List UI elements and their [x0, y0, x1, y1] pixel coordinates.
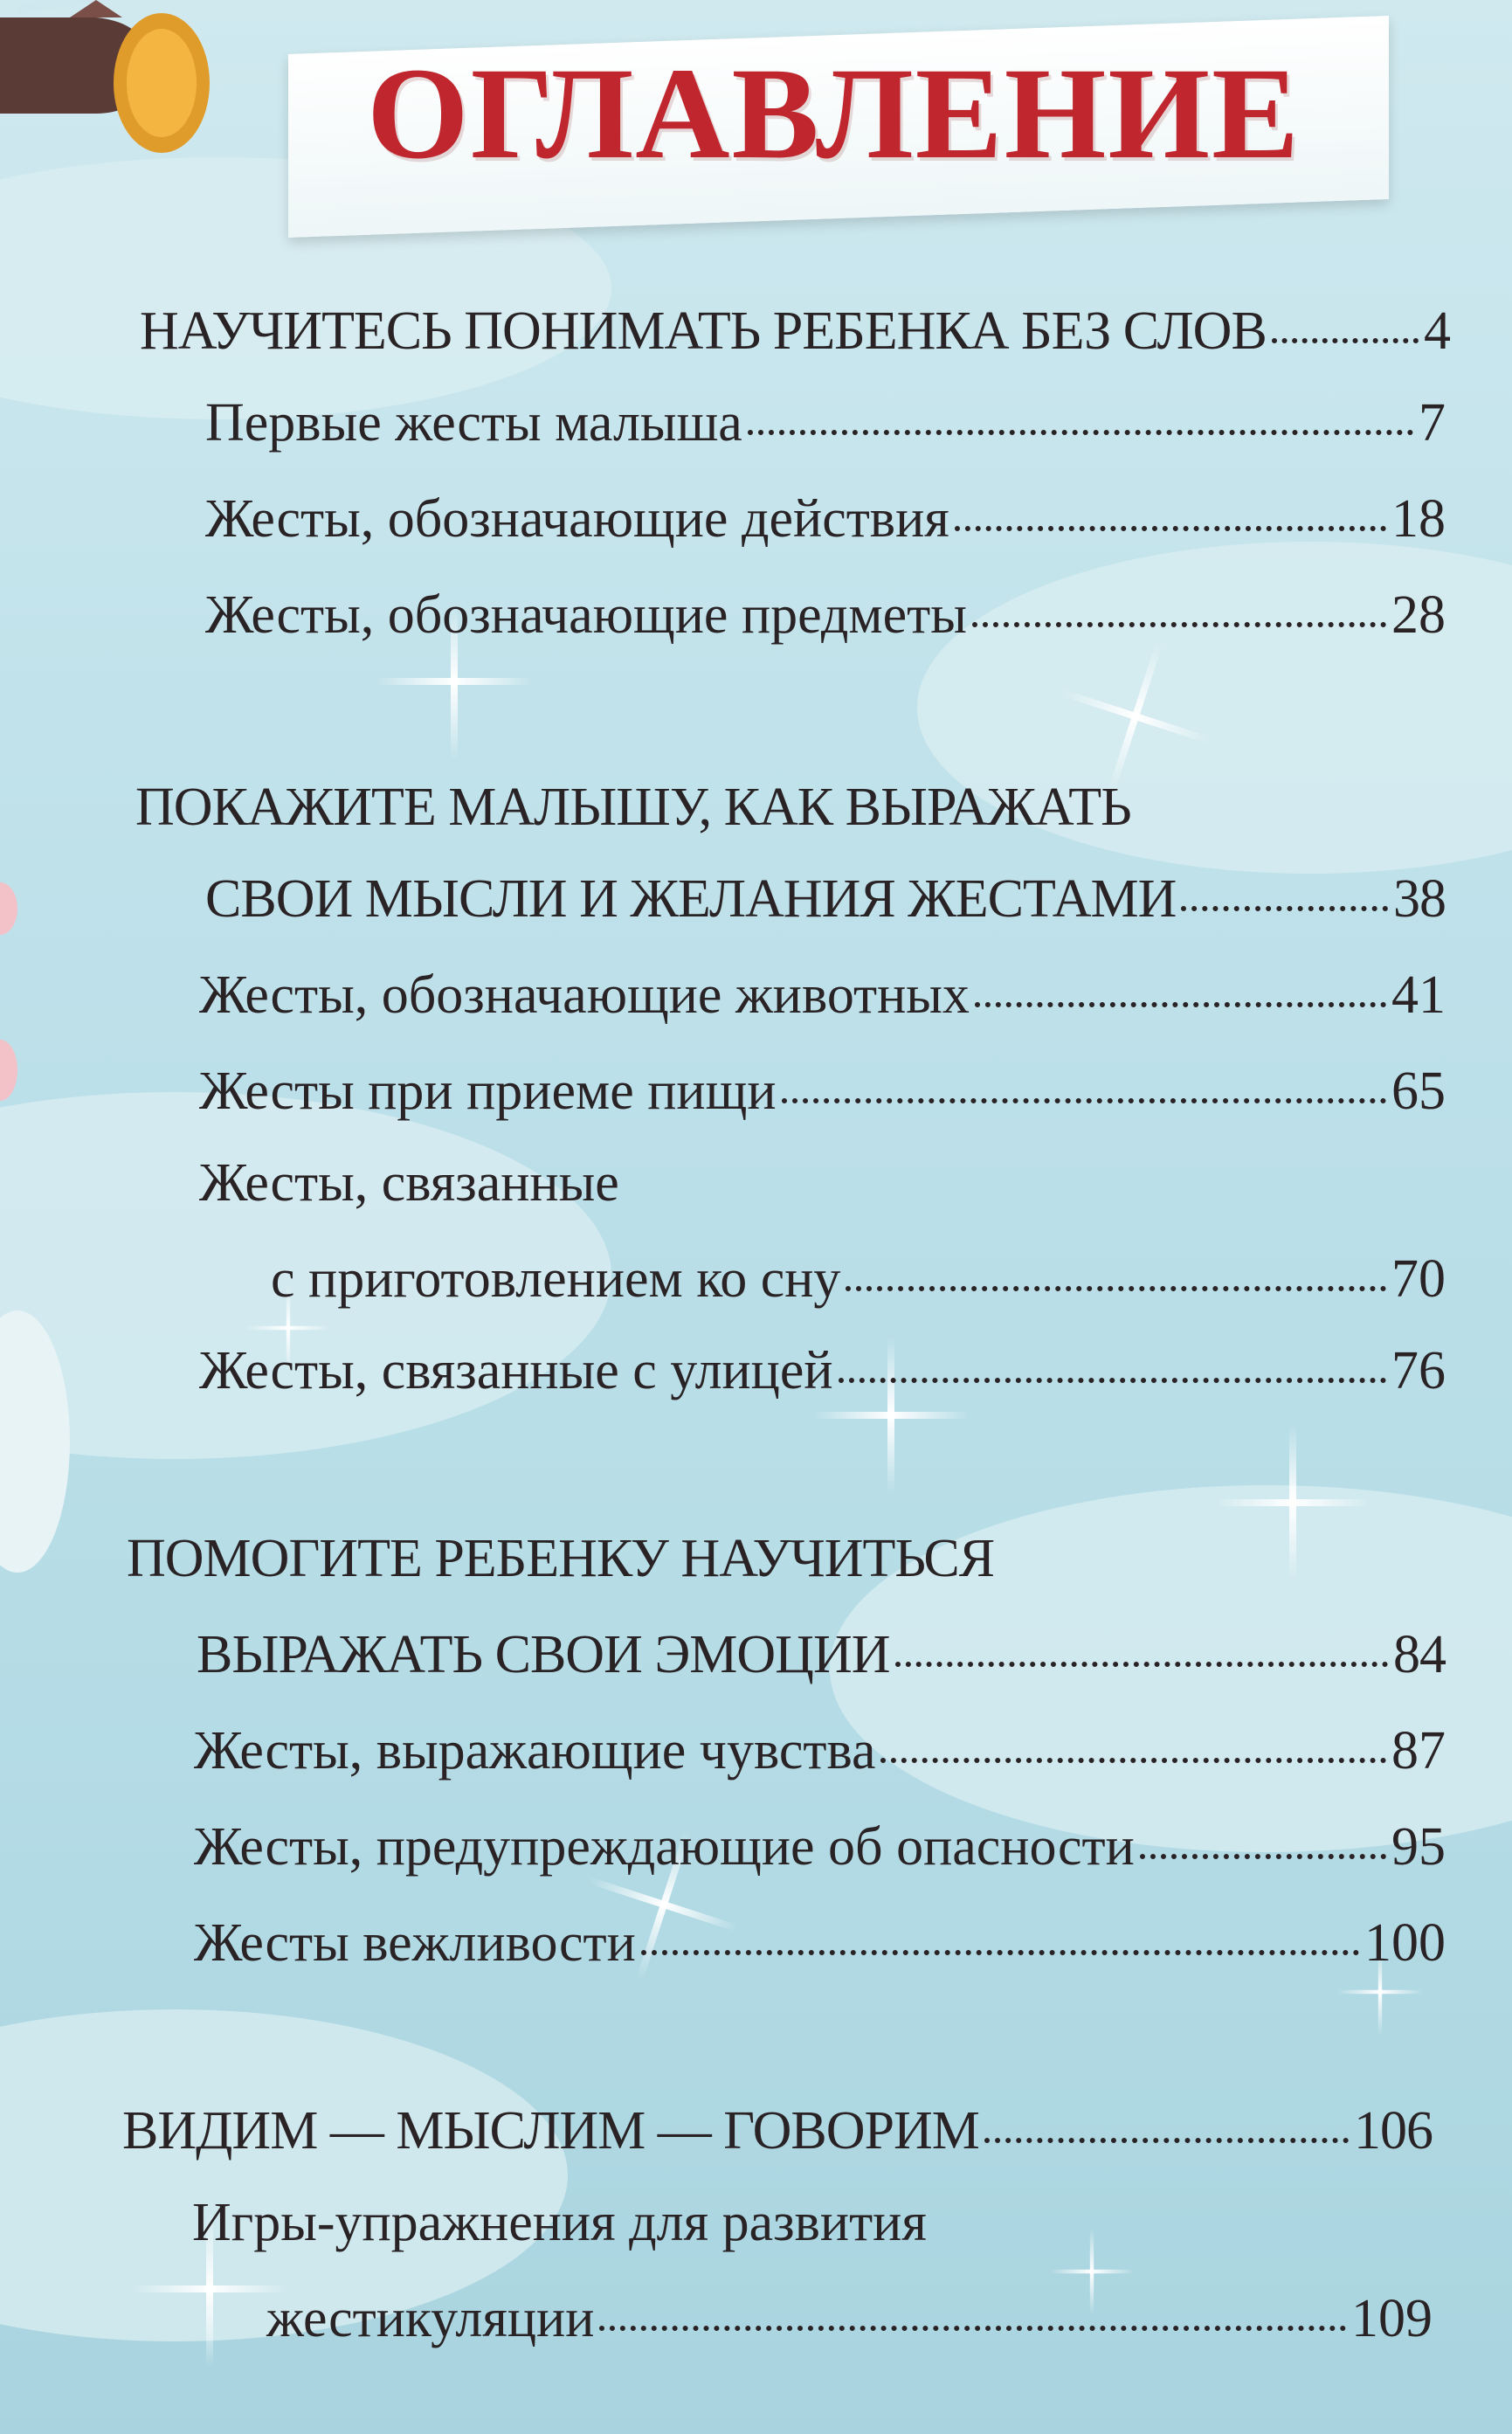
dot-leader	[599, 2326, 1346, 2331]
toc-page-number: 100	[1364, 1913, 1446, 1973]
toc-item[interactable]	[194, 1721, 1446, 1781]
toc-page-number: 76	[1391, 1341, 1446, 1400]
dot-leader	[846, 1286, 1386, 1291]
toc-item-label: Жесты, связанные с улицей	[199, 1341, 833, 1400]
toc-item-label[interactable]: Игры-упражнения для развития	[192, 2193, 927, 2252]
toc-item[interactable]	[266, 2289, 1433, 2348]
dot-leader	[984, 2138, 1349, 2143]
toc-page-number: 95	[1391, 1817, 1446, 1877]
toc-page-number: 109	[1351, 2289, 1433, 2348]
toc-item[interactable]	[205, 585, 1446, 645]
toc-section-title: СВОИ МЫСЛИ И ЖЕЛАНИЯ ЖЕСТАМИ	[205, 869, 1177, 929]
toc-item[interactable]	[205, 393, 1446, 453]
toc-item[interactable]	[271, 1249, 1446, 1309]
toc-item-label: Жесты, обозначающие предметы	[205, 585, 967, 645]
toc-item-label: Жесты вежливости	[194, 1913, 636, 1973]
toc-item[interactable]	[199, 965, 1446, 1025]
toc-item-label: Жесты при приеме пищи	[199, 1061, 777, 1121]
toc-item-label: жестикуляции	[266, 2289, 595, 2348]
toc-item-label[interactable]: Жесты, связанные	[199, 1153, 619, 1213]
dot-leader	[782, 1098, 1386, 1103]
toc-section-4[interactable]	[122, 2101, 1433, 2161]
toc-item[interactable]	[199, 1341, 1446, 1400]
toc-section-1[interactable]	[140, 301, 1450, 361]
toc-section-title[interactable]: ПОКАЖИТЕ МАЛЫШУ, КАК ВЫРАЖАТЬ	[135, 778, 1131, 837]
toc-item[interactable]	[199, 1061, 1446, 1121]
dot-leader	[748, 430, 1413, 435]
dot-leader	[895, 1662, 1388, 1667]
toc-page-number: 65	[1391, 1061, 1446, 1121]
toc-page-number: 87	[1391, 1721, 1446, 1781]
toc-section-title[interactable]: ПОМОГИТЕ РЕБЕНКУ НАУЧИТЬСЯ	[127, 1529, 995, 1588]
toc-item-label: Жесты, выражающие чувства	[194, 1721, 876, 1781]
dot-leader	[1272, 338, 1419, 343]
toc-item-label: Жесты, обозначающие действия	[205, 489, 949, 549]
toc-item[interactable]	[205, 489, 1446, 549]
dot-leader	[641, 1950, 1359, 1955]
toc-section-2[interactable]	[205, 869, 1446, 929]
dot-leader	[880, 1758, 1386, 1763]
page-title: ОГЛАВЛЕНИЕ	[367, 41, 1301, 186]
dot-leader	[1140, 1854, 1386, 1859]
toc-item-label: Первые жесты малыша	[205, 393, 742, 453]
toc-page-number: 7	[1419, 393, 1446, 453]
toc-section-title: НАУЧИТЕСЬ ПОНИМАТЬ РЕБЕНКА БЕЗ СЛОВ	[140, 301, 1267, 361]
toc-page-number: 38	[1393, 869, 1446, 929]
dot-leader	[972, 622, 1386, 627]
toc-item[interactable]	[194, 1913, 1446, 1973]
toc-section-title: ВЫРАЖАТЬ СВОИ ЭМОЦИИ	[197, 1625, 890, 1684]
toc-item-label: Жесты, обозначающие животных	[199, 965, 970, 1025]
dot-leader	[1181, 906, 1388, 911]
toc-page-number: 41	[1391, 965, 1446, 1025]
toc-page-number: 70	[1391, 1249, 1446, 1309]
dot-leader	[839, 1378, 1386, 1383]
toc-item[interactable]	[194, 1817, 1446, 1877]
dot-leader	[955, 526, 1386, 531]
toc-page-number: 84	[1393, 1625, 1446, 1684]
toc-section-3[interactable]	[197, 1625, 1446, 1684]
toc-page-number: 28	[1391, 585, 1446, 645]
toc-item-label: Жесты, предупреждающие об опасности	[194, 1817, 1135, 1877]
toc-page-number: 106	[1354, 2101, 1433, 2161]
dot-leader	[975, 1002, 1386, 1007]
toc-page-number: 4	[1424, 301, 1450, 361]
toc-page-number: 18	[1391, 489, 1446, 549]
toc-section-title: ВИДИМ — МЫСЛИМ — ГОВОРИМ	[122, 2101, 979, 2161]
toc-item-label: с приготовлением ко сну	[271, 1249, 841, 1309]
